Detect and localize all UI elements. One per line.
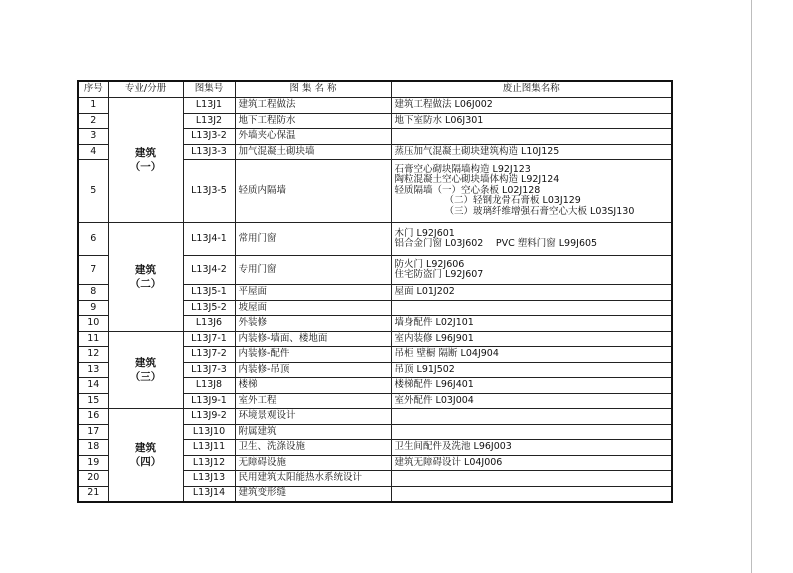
row-atlas-code: L13J9-1 [183, 393, 235, 409]
row-atlas-code: L13J12 [183, 455, 235, 471]
row-replaced-atlas [391, 424, 672, 440]
row-atlas-code: L13J3-5 [183, 160, 235, 223]
replaced-atlas-line: （二）轻钢龙骨石膏板 L03J129 [444, 195, 581, 207]
replaced-atlas-line: 楼梯配件 L96J401 [394, 379, 474, 391]
row-atlas-code: L13J3-2 [183, 129, 235, 145]
row-replaced-atlas [391, 471, 672, 487]
row-seq: 19 [78, 455, 108, 471]
row-atlas-code: L13J6 [183, 316, 235, 332]
row-atlas-code: L13J4-2 [183, 256, 235, 285]
row-atlas-name: 坡屋面 [235, 300, 391, 316]
row-seq: 4 [78, 144, 108, 160]
table-row [78, 409, 672, 425]
row-atlas-name: 平屋面 [235, 285, 391, 301]
category-jianzhu-2: 建筑 （二） [108, 223, 183, 332]
table-row [78, 98, 672, 114]
row-atlas-code: L13J9-2 [183, 409, 235, 425]
row-seq: 3 [78, 129, 108, 145]
row-replaced-atlas [391, 285, 672, 301]
row-atlas-code: L13J1 [183, 98, 235, 114]
row-seq: 1 [78, 98, 108, 114]
replaced-atlas-line: 吊顶 L91J502 [394, 363, 455, 375]
row-atlas-code: L13J2 [183, 113, 235, 129]
row-atlas-code: L13J13 [183, 471, 235, 487]
row-replaced-atlas [391, 347, 672, 363]
replaced-atlas-line: 吊柜 壁橱 隔断 L04J904 [394, 348, 499, 360]
row-atlas-name: 内装修-配件 [235, 347, 391, 363]
row-atlas-name: 民用建筑太阳能热水系统设计 [235, 471, 391, 487]
row-atlas-name: 外装修 [235, 316, 391, 332]
row-replaced-atlas [391, 144, 672, 160]
row-atlas-name: 附属建筑 [235, 424, 391, 440]
row-seq: 2 [78, 113, 108, 129]
row-seq: 14 [78, 378, 108, 394]
row-atlas-name: 建筑工程做法 [235, 98, 391, 114]
row-replaced-atlas [391, 256, 672, 285]
row-replaced-atlas [391, 223, 672, 256]
replaced-atlas-line: 木门 L92J601 [394, 227, 455, 239]
replaced-atlas-line: 墙身配件 L02J101 [394, 317, 474, 329]
table-header-row [78, 81, 672, 98]
row-replaced-atlas [391, 393, 672, 409]
row-seq: 20 [78, 471, 108, 487]
replaced-atlas-line: 蒸压加气混凝土砌块建筑构造 L10J125 [394, 145, 560, 157]
row-atlas-code: L13J7-3 [183, 362, 235, 378]
header-name: 图 集 名 称 [235, 81, 391, 98]
replaced-atlas-line: 轻质隔墙（一）空心条板 L02J128 [394, 184, 541, 196]
row-atlas-name: 外墙夹心保温 [235, 129, 391, 145]
row-atlas-name: 地下工程防水 [235, 113, 391, 129]
row-seq: 6 [78, 223, 108, 256]
row-atlas-name: 无障碍设施 [235, 455, 391, 471]
row-replaced-atlas [391, 378, 672, 394]
row-atlas-code: L13J7-1 [183, 331, 235, 347]
row-replaced-atlas [391, 455, 672, 471]
row-replaced-atlas [391, 113, 672, 129]
row-atlas-name: 环境景观设计 [235, 409, 391, 425]
row-seq: 12 [78, 347, 108, 363]
replaced-atlas-line: 陶粒混凝土空心砌块墙体构造 L92J124 [394, 174, 560, 186]
row-atlas-name: 室外工程 [235, 393, 391, 409]
atlas-catalog-table [77, 80, 673, 503]
row-seq: 8 [78, 285, 108, 301]
table-row [78, 223, 672, 256]
row-seq: 16 [78, 409, 108, 425]
header-category: 专业/分册 [108, 81, 183, 98]
row-atlas-code: L13J11 [183, 440, 235, 456]
row-atlas-code: L13J3-3 [183, 144, 235, 160]
row-seq: 21 [78, 486, 108, 502]
row-atlas-name: 建筑变形缝 [235, 486, 391, 502]
row-atlas-name: 常用门窗 [235, 223, 391, 256]
table-row [78, 331, 672, 347]
row-replaced-atlas [391, 129, 672, 145]
row-atlas-code: L13J14 [183, 486, 235, 502]
row-replaced-atlas [391, 409, 672, 425]
replaced-atlas-line: 住宅防盗门 L92J607 [394, 269, 484, 280]
row-seq: 17 [78, 424, 108, 440]
row-atlas-code: L13J8 [183, 378, 235, 394]
row-replaced-atlas [391, 160, 672, 223]
row-atlas-name: 楼梯 [235, 378, 391, 394]
row-atlas-name: 轻质内隔墙 [235, 160, 391, 223]
row-seq: 13 [78, 362, 108, 378]
row-replaced-atlas [391, 440, 672, 456]
replaced-atlas-line: 建筑工程做法 L06J002 [394, 99, 493, 111]
row-atlas-code: L13J7-2 [183, 347, 235, 363]
row-atlas-name: 卫生、洗涤设施 [235, 440, 391, 456]
replaced-atlas-line: 室内装修 L96J901 [394, 332, 474, 344]
category-jianzhu-4: 建筑 （四） [108, 409, 183, 502]
row-seq: 11 [78, 331, 108, 347]
row-atlas-name: 专用门窗 [235, 256, 391, 285]
replaced-atlas-line: 石膏空心砌块隔墙构造 L92J123 [394, 163, 531, 175]
row-seq: 10 [78, 316, 108, 332]
header-code: 图集号 [183, 81, 235, 98]
row-seq: 7 [78, 256, 108, 285]
row-atlas-code: L13J10 [183, 424, 235, 440]
row-seq: 5 [78, 160, 108, 223]
replaced-atlas-line: （三）玻璃纤维增强石膏空心大板 L03SJ130 [444, 205, 635, 217]
replaced-atlas-line: 建筑无障碍设计 L04J006 [394, 456, 503, 468]
row-seq: 18 [78, 440, 108, 456]
row-replaced-atlas [391, 362, 672, 378]
row-atlas-code: L13J4-1 [183, 223, 235, 256]
row-replaced-atlas [391, 331, 672, 347]
page-edge-rule [751, 0, 752, 573]
table-body [78, 98, 672, 502]
replaced-atlas-line: 铝合金门窗 L03J602 PVC 塑料门窗 L99J605 [394, 238, 598, 249]
replaced-atlas-line: 地下室防水 L06J301 [394, 114, 484, 126]
row-atlas-name: 加气混凝土砌块墙 [235, 144, 391, 160]
row-seq: 15 [78, 393, 108, 409]
row-replaced-atlas [391, 98, 672, 114]
replaced-atlas-line: 屋面 L01J202 [394, 286, 455, 298]
replaced-atlas-line: 室外配件 L03J004 [394, 394, 474, 406]
row-atlas-code: L13J5-1 [183, 285, 235, 301]
row-replaced-atlas [391, 316, 672, 332]
row-replaced-atlas [391, 300, 672, 316]
header-seq: 序号 [78, 81, 108, 98]
row-atlas-code: L13J5-2 [183, 300, 235, 316]
row-seq: 9 [78, 300, 108, 316]
category-jianzhu-1: 建筑 （一） [108, 98, 183, 223]
category-jianzhu-3: 建筑 （三） [108, 331, 183, 409]
header-replaced: 废止图集名称 [391, 81, 672, 98]
replaced-atlas-line: 防火门 L92J606 [394, 258, 465, 270]
row-atlas-name: 内装修-吊顶 [235, 362, 391, 378]
row-replaced-atlas [391, 486, 672, 502]
replaced-atlas-line: 卫生间配件及洗池 L96J003 [394, 441, 512, 453]
row-atlas-name: 内装修-墙面、楼地面 [235, 331, 391, 347]
